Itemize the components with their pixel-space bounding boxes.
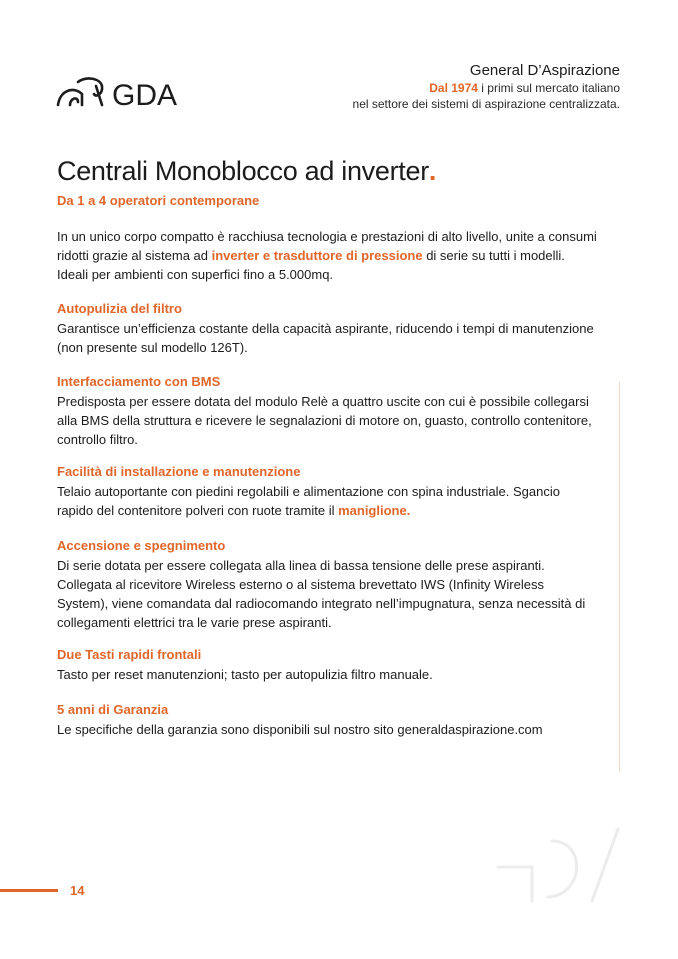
page-title [57, 156, 436, 187]
tagline-rest: i primi sul mercato italiano [477, 81, 620, 95]
section-text-garanzia: Le specifiche della garanzia sono disponibili sul nostro sito generaldaspirazione.com [57, 722, 543, 737]
footer-accent-line [0, 889, 58, 892]
tagline-line-1 [353, 80, 620, 96]
section-title-tasti: Due Tasti rapidi frontali [57, 647, 202, 662]
title-text: Centrali Monoblocco ad inverter [57, 156, 429, 186]
section-text-tasti: Tasto per reset manutenzioni; tasto per autopulizia filtro manuale. [57, 667, 433, 682]
section-title-garanzia: 5 anni di Garanzia [57, 702, 169, 717]
section-title-bms: Interfacciamento con BMS [57, 374, 221, 389]
gda-watermark-icon [496, 827, 622, 903]
section-title-installazione: Facilità di installazione e manutenzione [57, 464, 301, 479]
section-title-autopulizia: Autopulizia del filtro [57, 301, 182, 316]
title-dot: . [428, 156, 437, 186]
installazione-text: Telaio autoportante con piedini regolabili e alimentazione con spina industriale. Sgancio rapido del contenitore polveri con ruote tramite il [57, 484, 560, 518]
maniglione-highlight: maniglione. [338, 503, 411, 518]
tagline-line-2: nel settore dei sistemi di aspirazione centralizzata. [352, 97, 620, 111]
section-text-installazione [57, 482, 597, 520]
year-highlight: Dal 1974 [429, 81, 478, 95]
section-text-accensione: Di serie dotata per essere collegata alla linea di bassa tensione delle prese aspiranti. Collegata al ricevitore Wireless esterno o al sistema brevettato IWS (Infinity Wireless System), viene comandata dal radiocomando integrato nell’impugnatura, senza necessità di collegamenti elettrici tra le varie prese aspiranti. [57, 558, 586, 630]
brand-name: General D’Aspirazione [469, 62, 620, 79]
intro-text-2: di serie su tutti i modelli. Ideali per ambienti con superfici fino a 5.000mq. [57, 248, 565, 282]
page-number: 14 [70, 883, 85, 898]
section-text-bms: Predisposta per essere dotata del modulo Relè a quattro uscite con cui è possibile collegarsi alla BMS della struttura e ricevere le segnalazioni di motore on, guasto, controllo contenitore, controllo filtro. [57, 394, 592, 447]
intro-text-1: In un unico corpo compatto è racchiusa tecnologia e prestazioni di alto livello, unite a consumi ridotti grazie al sistema ad [57, 229, 597, 263]
intro-paragraph [57, 227, 597, 284]
company-header [353, 61, 620, 112]
intro-highlight: inverter e trasduttore di pressione [211, 248, 423, 263]
section-title-accensione: Accensione e spegnimento [57, 538, 226, 553]
gda-logo [56, 72, 186, 112]
decorative-vertical-line [619, 382, 620, 772]
svg-text:GDA: GDA [112, 79, 178, 112]
section-text-autopulizia: Garantisce un’efficienza costante della capacità aspirante, riducendo i tempi di manutenzione (non presente sul modello 126T). [57, 321, 594, 355]
page-subtitle: Da 1 a 4 operatori contemporane [57, 193, 260, 208]
